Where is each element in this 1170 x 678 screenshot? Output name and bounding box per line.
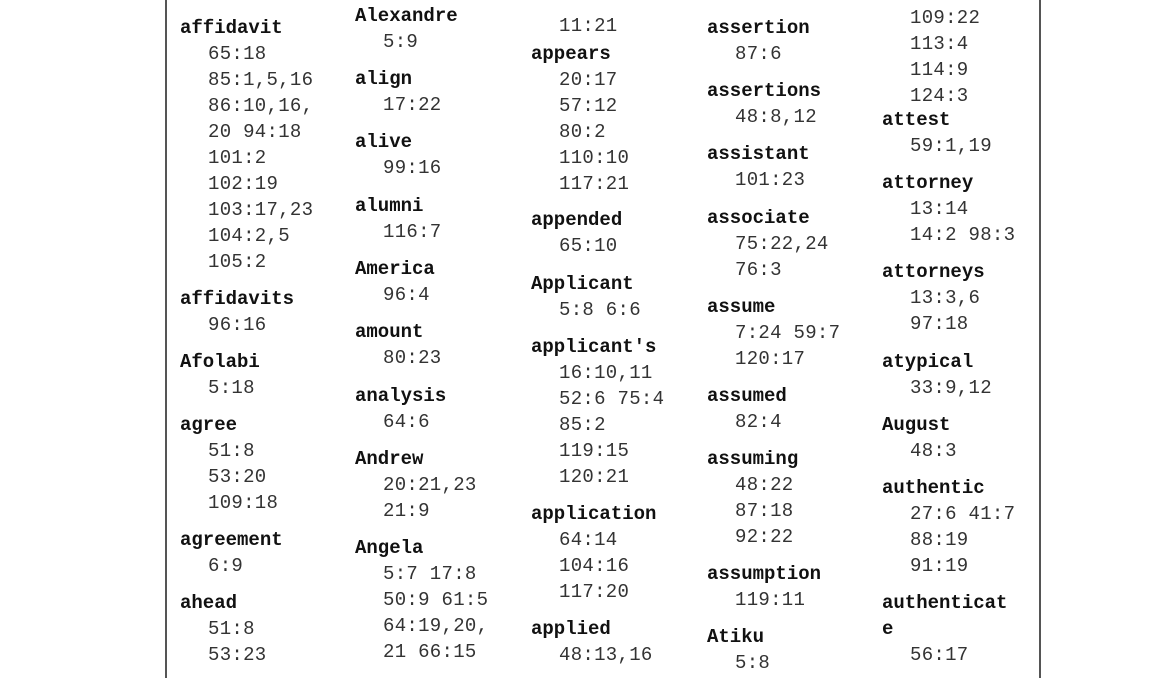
page-line-reference: 64:14 [559,529,618,551]
index-term: Andrew [355,448,424,470]
index-entry [882,590,1007,668]
index-term: agreement [180,529,283,551]
index-term: Angela [355,537,424,559]
index-term: authentic [882,477,985,499]
index-entry [882,349,992,401]
index-entry [707,141,810,193]
index-entry [355,66,442,118]
index-term: assumption [707,563,822,585]
page-line-reference: 109:18 [208,492,279,514]
index-entry [355,319,442,371]
page-line-reference: 101:23 [735,169,806,191]
index-term: assumed [707,385,787,407]
page-line-reference: 113:4 [910,33,969,55]
index-term: align [355,68,413,90]
page-line-reference: 92:22 [735,526,794,548]
page-line-reference: 5:8 6:6 [559,299,641,321]
page-line-reference: 114:9 [910,59,969,81]
page-line-reference: 85:1,5,16 [208,69,314,91]
index-term-continuation: e [882,618,894,640]
page-line-reference: 104:2,5 [208,225,290,247]
page-line-reference: 59:1,19 [910,135,992,157]
page-line-reference: 13:3,6 [910,287,981,309]
index-entry [531,271,641,323]
page-line-reference: 82:4 [735,411,782,433]
index-term: affidavits [180,288,295,310]
page-line-reference: 16:10,11 [559,362,653,384]
index-entry [707,383,787,435]
index-entry [180,15,313,275]
index-entry [882,475,1015,579]
index-term: America [355,258,435,280]
page-line-reference: 21 66:15 [383,641,477,663]
page-line-reference: 11:21 [559,15,618,37]
page-line-reference: 5:9 [383,31,419,53]
index-term: Alexandre [355,5,458,27]
page-line-reference: 105:2 [208,251,267,273]
page-line-reference: 85:2 [559,414,606,436]
page-line-reference: 80:23 [383,347,442,369]
index-entry [531,13,618,39]
index-term: attorneys [882,261,985,283]
page-line-reference: 91:19 [910,555,969,577]
index-term: August [882,414,951,436]
index-term: assistant [707,143,810,165]
page-line-reference: 53:20 [208,466,267,488]
transcript-index-page [165,0,1041,678]
index-term: alive [355,131,413,153]
index-entry [531,501,656,605]
index-entry [707,446,798,550]
page-line-reference: 76:3 [735,259,782,281]
page-line-reference: 20 94:18 [208,121,302,143]
page-line-reference: 65:10 [559,235,618,257]
index-entry [180,349,260,401]
index-entry [882,170,1015,248]
index-entry [882,412,957,464]
index-term: attest [882,109,951,131]
page-line-reference: 56:17 [910,644,969,666]
page-line-reference: 96:16 [208,314,267,336]
page-line-reference: 109:22 [910,7,981,29]
page-line-reference: 5:7 17:8 [383,563,477,585]
index-term: assume [707,296,776,318]
index-entry [180,527,283,579]
index-entry [707,624,770,676]
index-entry [531,616,653,668]
page-line-reference: 124:3 [910,85,969,107]
index-term: alumni [355,195,424,217]
page-line-reference: 86:10,16, [208,95,314,117]
index-entry [355,3,458,55]
page-line-reference: 102:19 [208,173,279,195]
index-entry [355,256,435,308]
index-term: assertions [707,80,822,102]
page-line-reference: 110:10 [559,147,630,169]
page-line-reference: 51:8 [208,440,255,462]
page-line-reference: 120:21 [559,466,630,488]
page-line-reference: 48:3 [910,440,957,462]
page-line-reference: 103:17,23 [208,199,314,221]
page-line-reference: 119:11 [735,589,806,611]
index-entry [707,15,810,67]
index-entry [882,259,985,337]
page-line-reference: 7:24 59:7 [735,322,841,344]
index-entry [531,41,629,197]
index-term: applicant's [531,336,657,358]
page-line-reference: 48:22 [735,474,794,496]
page-line-reference: 6:9 [208,555,244,577]
index-entry [531,334,664,490]
index-term: application [531,503,657,525]
page-line-reference: 17:22 [383,94,442,116]
page-line-reference: 57:12 [559,95,618,117]
page-line-reference: 64:19,20, [383,615,489,637]
page-line-reference: 52:6 75:4 [559,388,665,410]
index-term: authenticat [882,592,1008,614]
page-line-reference: 51:8 [208,618,255,640]
page-line-reference: 53:23 [208,644,267,666]
page-line-reference: 119:15 [559,440,630,462]
index-entry [355,129,442,181]
index-entry [180,590,267,668]
page-line-reference: 116:7 [383,221,442,243]
page-line-reference: 117:21 [559,173,630,195]
index-term: agree [180,414,238,436]
index-term: analysis [355,385,447,407]
page-line-reference: 33:9,12 [910,377,992,399]
page-line-reference: 88:19 [910,529,969,551]
page-line-reference: 20:21,23 [383,474,477,496]
page-line-reference: 104:16 [559,555,630,577]
index-entry [180,286,294,338]
page-line-reference: 101:2 [208,147,267,169]
page-line-reference: 80:2 [559,121,606,143]
index-entry [355,535,488,665]
index-entry [531,207,622,259]
index-term: associate [707,207,810,229]
index-term: Afolabi [180,351,260,373]
index-entry [707,78,821,130]
index-term: appears [531,43,611,65]
page-line-reference: 48:13,16 [559,644,653,666]
page-line-reference: 21:9 [383,500,430,522]
page-line-reference: 50:9 61:5 [383,589,489,611]
index-term: Atiku [707,626,765,648]
page-line-reference: 64:6 [383,411,430,433]
page-line-reference: 5:18 [208,377,255,399]
index-term: attorney [882,172,974,194]
page-line-reference: 120:17 [735,348,806,370]
index-term: assertion [707,17,810,39]
index-term: assuming [707,448,799,470]
index-entry [707,205,829,283]
page-line-reference: 27:6 41:7 [910,503,1016,525]
page-line-reference: 20:17 [559,69,618,91]
index-entry [707,561,821,613]
index-term: atypical [882,351,974,373]
page-line-reference: 96:4 [383,284,430,306]
index-entry [882,107,992,159]
index-entry [355,383,446,435]
index-term: amount [355,321,424,343]
page-line-reference: 65:18 [208,43,267,65]
index-term: affidavit [180,17,283,39]
index-entry [355,446,477,524]
page-line-reference: 48:8,12 [735,106,817,128]
index-term: Applicant [531,273,634,295]
index-entry [882,5,980,109]
index-entry [707,294,840,372]
index-entry [355,193,442,245]
page-line-reference: 87:6 [735,43,782,65]
page-line-reference: 75:22,24 [735,233,829,255]
page-line-reference: 97:18 [910,313,969,335]
index-term: appended [531,209,623,231]
page-line-reference: 99:16 [383,157,442,179]
page-line-reference: 87:18 [735,500,794,522]
page-line-reference: 13:14 [910,198,969,220]
index-term: applied [531,618,611,640]
page-line-reference: 5:8 [735,652,771,674]
index-term: ahead [180,592,238,614]
page-line-reference: 117:20 [559,581,630,603]
page-line-reference: 14:2 98:3 [910,224,1016,246]
index-entry [180,412,278,516]
